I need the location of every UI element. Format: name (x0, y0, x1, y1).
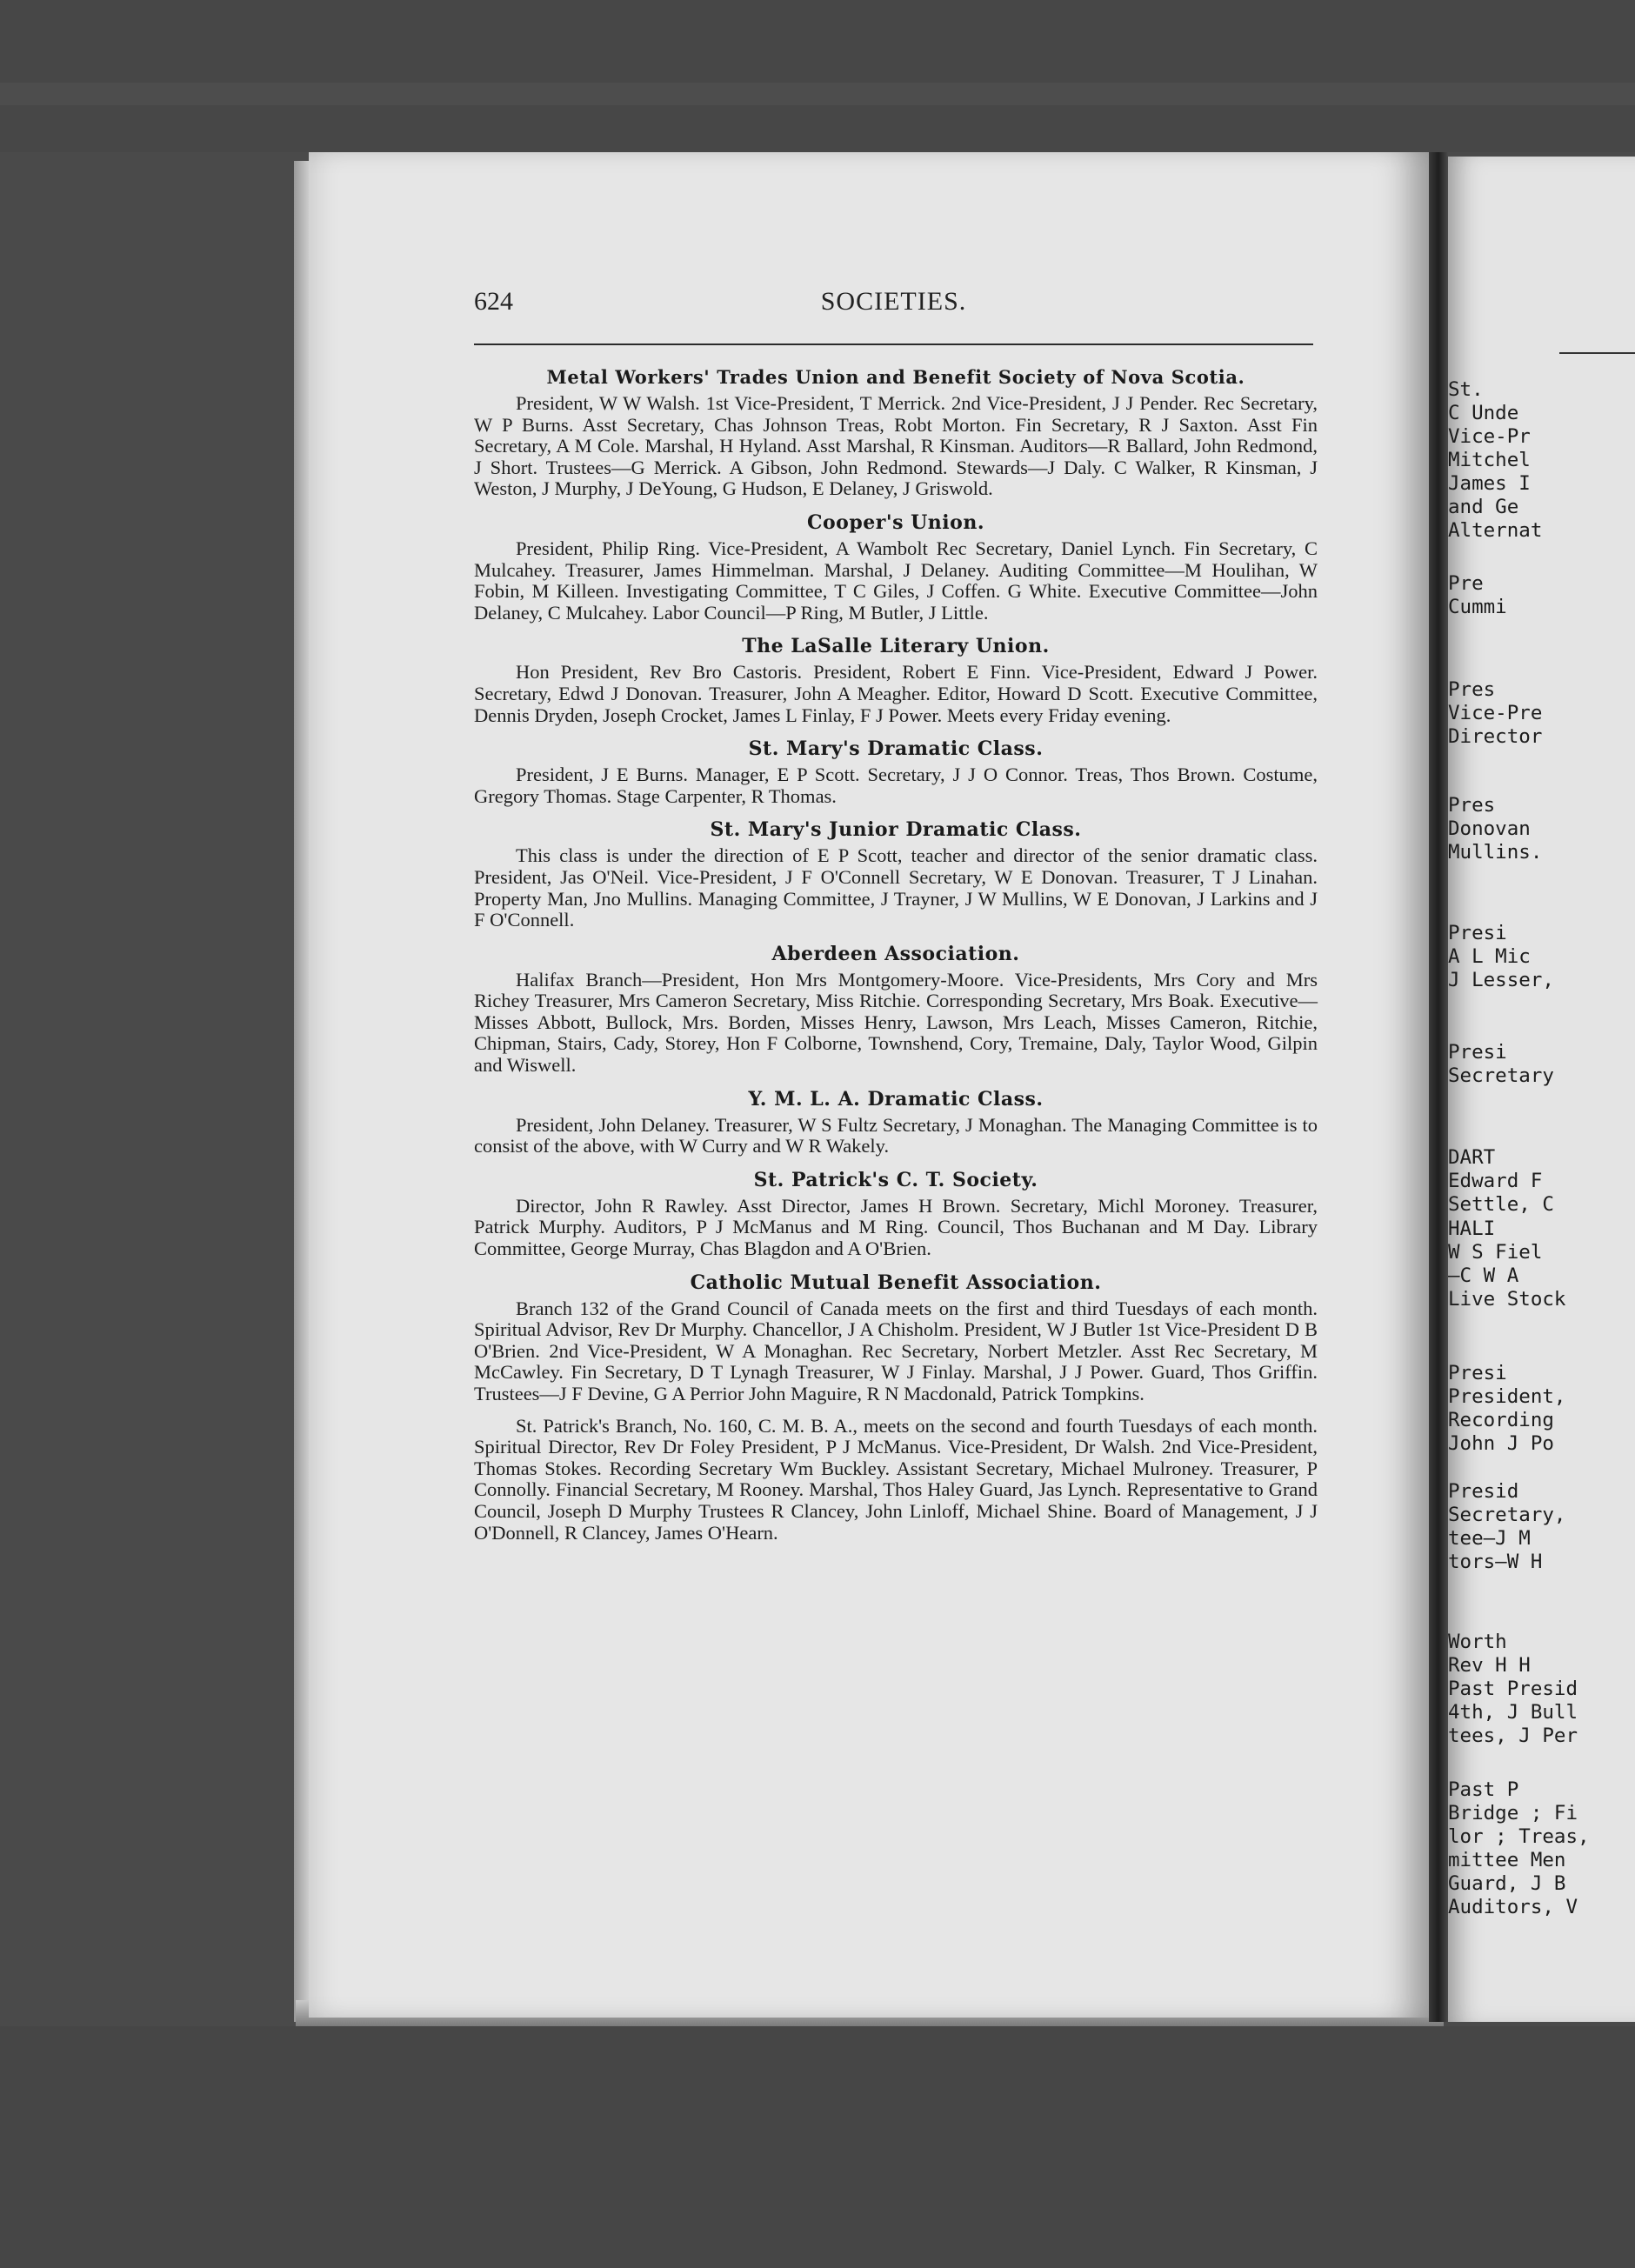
society-entry (474, 634, 1318, 726)
facing-fragment: Pres Vice-Pre Director (1448, 678, 1543, 748)
facing-fragment: St. C Unde Vice-Pr Mitchel James I and Ge Alternat (1448, 378, 1543, 542)
society-heading: Metal Workers' Trades Union and Benefit Society of Nova Scotia. (546, 366, 1245, 388)
running-title: SOCIETIES. (820, 287, 967, 316)
facing-header-rule (1559, 352, 1635, 354)
society-paragraph: St. Patrick's Branch, No. 160, C. M. B. A., meets on the second and fourth Tuesdays of each month. Spiritual Director, Rev Dr Foley President, P J McManus. Vice-President, Dr Walsh. 2nd Vice-President, Thomas Stokes. Recording Secretary Wm Buckley. Assistant Secretary, Michael Mulroney. Treasurer, P Connolly. Financial Secretary, M Rooney. Marshal, Thos Haley Guard, Jas Lynch. Representative to Grand Council, Joseph D Murphy Trustees R Clancey, John Linloff, Michael Shine. Board of Management, J J O'Donnell, R Clancey, James O'Hearn. (474, 1414, 1318, 1544)
page-header (474, 287, 1313, 322)
facing-fragment: Pres Donovan Mullins. (1448, 794, 1543, 864)
facing-fragment: Pre Cummi (1448, 572, 1507, 618)
society-entry (474, 1271, 1318, 1544)
society-paragraph: President, Philip Ring. Vice-President, A Wambolt Rec Secretary, Daniel Lynch. Fin Secretary, C Mulcahey. Treasurer, James Himmelman. Marshal, J Delaney. Auditing Committee—M Houlihan, W Fobin, M Killeen. Investigating Committee, T C Giles, J Coffen. G White. Executive Committee—John Delaney, C Mulcahey. Labor Council—P Ring, M Butler, J Little. (474, 537, 1318, 624)
society-entry (474, 365, 1318, 500)
society-paragraph: This class is under the direction of E P Scott, teacher and director of the senior dramatic class. President, Jas O'Neil. Vice-President, J F O'Connell Secretary, W E Donovan. Treasurer, T J Linahan. Property Man, Jno Mullins. Managing Committee, J Trayner, J W Mullins, W E Donovan, J Larkins and J F O'Connell. (474, 844, 1318, 931)
society-heading: St. Patrick's C. T. Society. (753, 1168, 1038, 1191)
society-paragraph: President, W W Walsh. 1st Vice-President, T Merrick. 2nd Vice-President, J J Pender. Rec Secretary, W P Burns. Asst Secretary, Chas Johnson Treas, Robt Morton. Fin Secretary, R J Saxton. Asst Fin Secretary, A M Cole. Marshal, H Hyland. Asst Marshal, R Kinsman. Auditors—R Ballard, John Redmond, J Short. Trustees—G Merrick. A Gibson, John Redmond. Stewards—J Daly. C Walker, R Kinsman, J Weston, J Murphy, J DeYoung, G Hudson, E Delaney, J Griswold. (474, 392, 1318, 500)
society-entry (474, 510, 1318, 624)
facing-fragment: HALI W S Fiel —C W A Live Stock (1448, 1217, 1566, 1311)
society-heading: St. Mary's Dramatic Class. (748, 737, 1044, 761)
society-heading: St. Mary's Junior Dramatic Class. (710, 818, 1082, 842)
society-heading: Y. M. L. A. Dramatic Class. (748, 1087, 1044, 1111)
facing-fragment: Past P Bridge ; Fi lor ; Treas, mittee Men Guard, J B Auditors, V (1448, 1778, 1590, 1918)
society-entry (474, 817, 1318, 931)
facing-fragment: Presi A L Mic J Lesser, (1448, 922, 1554, 991)
society-paragraph: President, J E Burns. Manager, E P Scott. Secretary, J J O Connor. Treas, Thos Brown. Costume, Gregory Thomas. Stage Carpenter, R Thomas. (474, 764, 1318, 807)
society-paragraph: Branch 132 of the Grand Council of Canada meets on the first and third Tuesdays of each month. Spiritual Advisor, Rev Dr Murphy. Chancellor, J A Chisholm. President, W J Butler 1st Vice-President D B O'Brien. 2nd Vice-President, W A Monaghan. Rec Secretary, Norbert Metzler. Asst Rec Secretary, M McCawley. Fin Secretary, D T Lynagh Treasurer, W J Finlay. Marshal, J J Power. Guard, Thos Griffin. Trustees—J F Devine, G A Perrior John Maguire, R N Macdonald, Patrick Tompkins. (474, 1297, 1318, 1404)
society-paragraph: Director, John R Rawley. Asst Director, James H Brown. Secretary, Michl Moroney. Treasurer, Patrick Murphy. Auditors, P J McManus and M Ring. Council, Thos Buchanan and M Day. Library Committee, George Murray, Chas Blagdon and A O'Brien. (474, 1194, 1318, 1260)
society-heading: Aberdeen Association. (771, 942, 1020, 965)
facing-fragment: DART Edward F Settle, C (1448, 1146, 1554, 1216)
page-body (474, 365, 1318, 1554)
facing-fragment: Presi President, Recording John J Po (1448, 1362, 1566, 1455)
page-number: 624 (474, 287, 513, 316)
book-gutter (1429, 152, 1448, 2022)
society-paragraph: Halifax Branch—President, Hon Mrs Montgomery-Moore. Vice-Presidents, Mrs Cory and Mrs Richey Treasurer, Mrs Cameron Secretary, Miss Ritchie. Corresponding Secretary, Mrs Boak. Executive—Misses Abbott, Bullock, Mrs. Borden, Misses Henry, Lawson, Mrs Leach, Misses Cameron, Ritchie, Chipman, Stairs, Cady, Storey, Hon F Colborne, Townshend, Cory, Tremaine, Daly, Taylor Wood, Gilpin and Wiswell. (474, 968, 1318, 1077)
society-heading: Cooper's Union. (807, 510, 984, 534)
scanner-background-top (0, 0, 1635, 152)
scanner-background-bottom (0, 2026, 1635, 2268)
society-heading: The LaSalle Literary Union. (742, 635, 1050, 658)
facing-page (1448, 157, 1635, 2022)
society-paragraph: Hon President, Rev Bro Castoris. President, Robert E Finn. Vice-President, Edward J Power. Secretary, Edwd J Donovan. Treasurer, John A Meagher. Editor, Howard D Scott. Executive Committee, Dennis Dryden, Joseph Crocket, James L Finlay, F J Power. Meets every Friday evening. (474, 661, 1318, 726)
header-rule (474, 344, 1313, 345)
facing-fragment: Presi Secretary (1448, 1041, 1554, 1087)
facing-fragment: Presid Secretary, tee—J M tors—W H (1448, 1480, 1566, 1573)
society-entry (474, 1087, 1318, 1157)
society-paragraph: President, John Delaney. Treasurer, W S Fultz Secretary, J Monaghan. The Managing Committee is to consist of the above, with W Curry and W R Wakely. (474, 1113, 1318, 1157)
society-entry (474, 1168, 1318, 1260)
society-heading: Catholic Mutual Benefit Association. (690, 1271, 1102, 1294)
scanner-background-band (0, 83, 1635, 105)
society-entry (474, 942, 1318, 1077)
facing-fragment: Worth Rev H H Past Presid 4th, J Bull tees, J Per (1448, 1631, 1578, 1747)
society-entry (474, 737, 1318, 807)
